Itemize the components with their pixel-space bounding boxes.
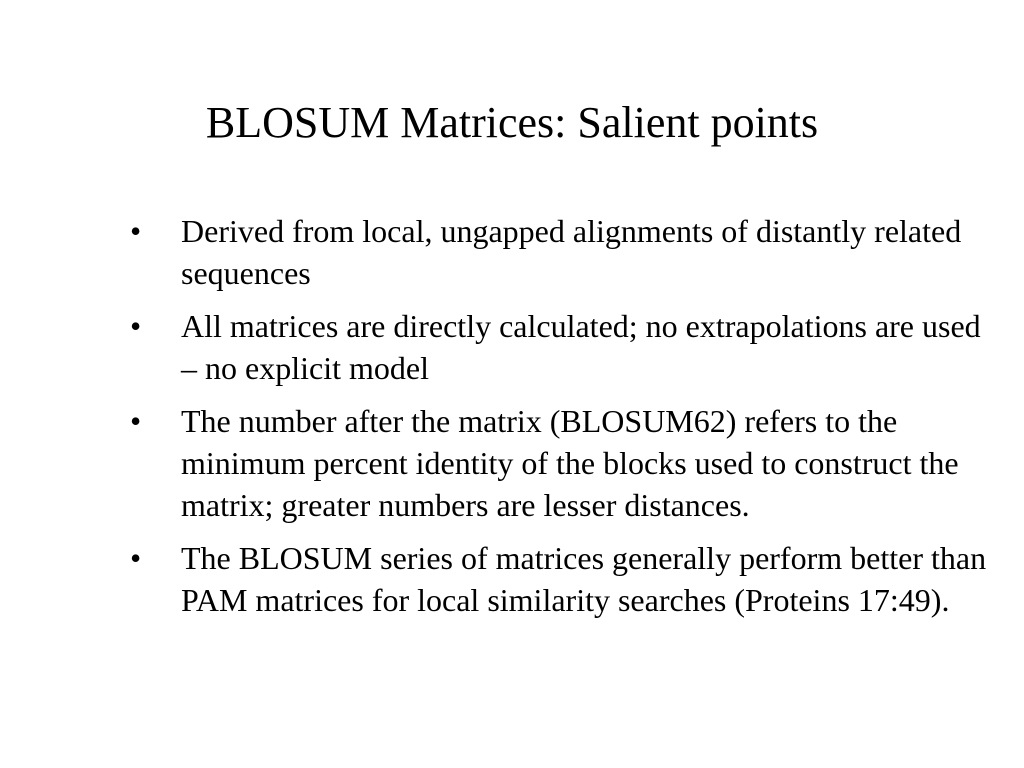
bullet-icon: • xyxy=(130,213,142,249)
bullet-icon: • xyxy=(130,308,142,344)
bullet-item-calculated xyxy=(120,305,990,389)
bullet-text: All matrices are directly calculated; no extrapolations are used – no explicit model xyxy=(181,308,981,386)
bullet-text: Derived from local, ungapped alignments of distantly related sequences xyxy=(181,213,962,291)
slide-title: BLOSUM Matrices: Salient points xyxy=(205,98,819,147)
bullet-icon: • xyxy=(130,540,142,576)
bullet-icon: • xyxy=(130,403,142,439)
bullet-item-performance xyxy=(120,537,990,621)
bullet-item-derived xyxy=(120,210,990,294)
bullet-text: The BLOSUM series of matrices generally perform better than PAM matrices for local similarity searches (Proteins 17:49). xyxy=(181,540,987,618)
bullet-list xyxy=(120,210,990,632)
bullet-text: The number after the matrix (BLOSUM62) refers to the minimum percent identity of the blocks used to construct the matrix; greater numbers are lesser distances. xyxy=(181,403,959,523)
bullet-item-number-meaning xyxy=(120,400,990,526)
